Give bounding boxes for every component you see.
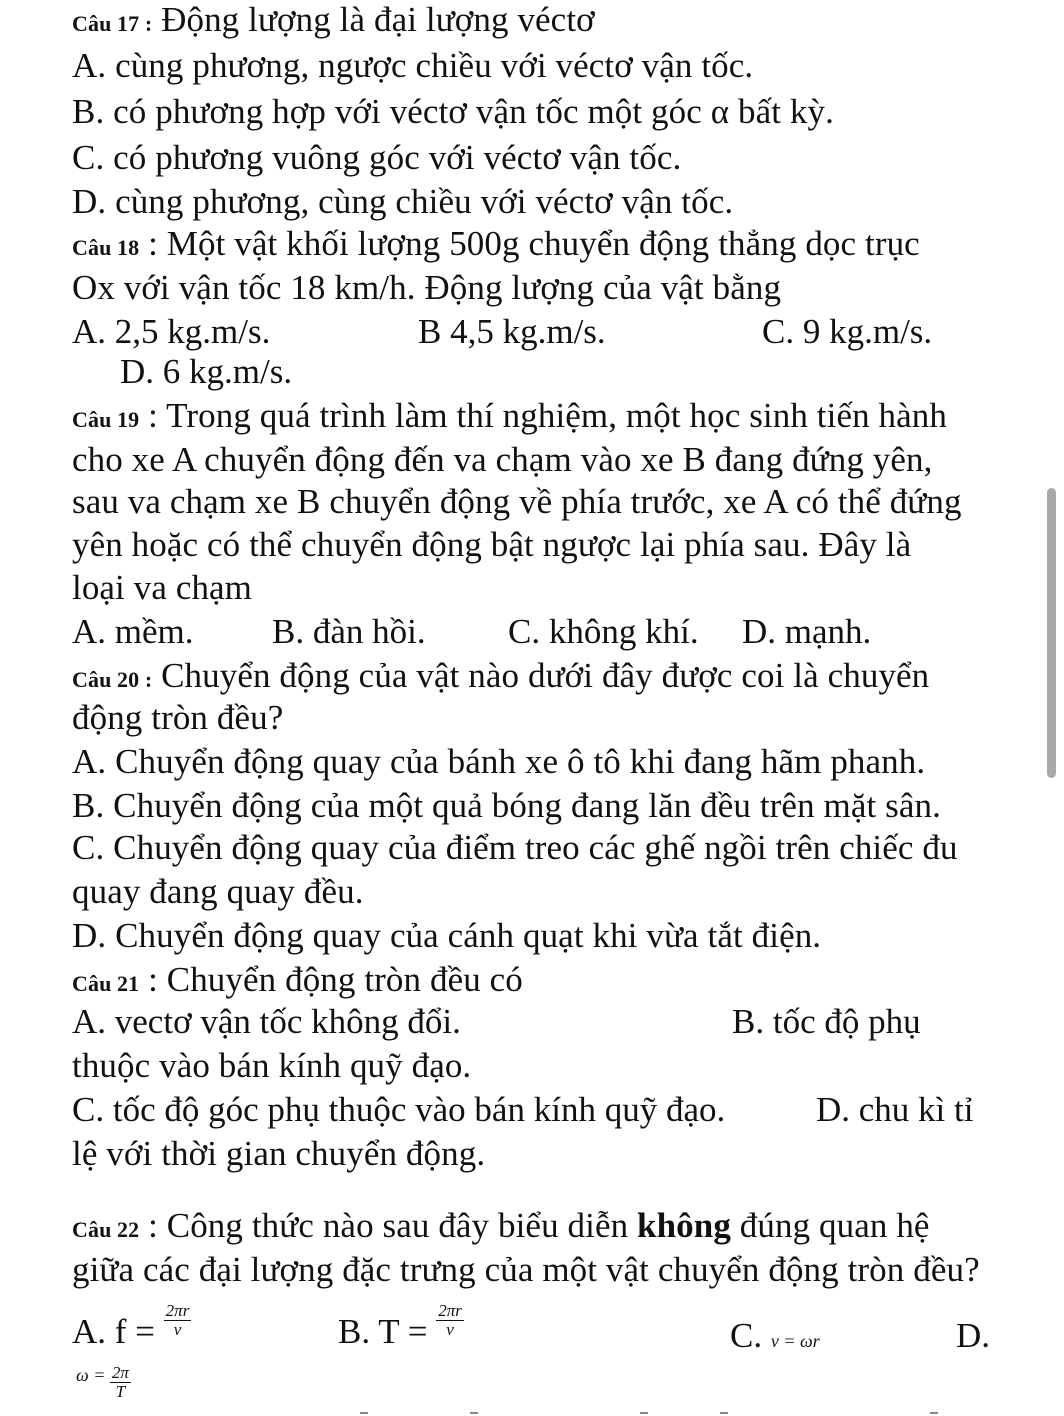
q22-option-a-label: A. f = bbox=[72, 1312, 155, 1351]
q20-option-c-line1: C. Chuyển động quay của điểm treo các ghế ngồi trên chiếc đu bbox=[72, 828, 958, 867]
q20-option-d: D. Chuyển động quay của cánh quạt khi vừa tắt điện. bbox=[72, 916, 822, 955]
q19-label: Câu 19 bbox=[72, 407, 140, 432]
q18-stem-line2: Ox với vận tốc 18 km/h. Động lượng của vật bằng bbox=[72, 268, 782, 307]
q22-option-a-numerator: 2πr bbox=[165, 1301, 190, 1321]
q17-stem bbox=[72, 0, 595, 44]
q21-option-a: A. vectơ vận tốc không đổi. bbox=[72, 1002, 461, 1041]
q19-stem-line5: loại va chạm bbox=[72, 568, 253, 607]
q19-option-b: B. đàn hồi. bbox=[272, 612, 426, 651]
q19-option-d: D. mạnh. bbox=[742, 612, 872, 651]
q21-option-b-line1: B. tốc độ phụ bbox=[732, 1002, 921, 1041]
q22-option-d-label: D. bbox=[956, 1316, 991, 1355]
q19-stem-line2: cho xe A chuyển động đến va chạm vào xe B đang đứng yên, bbox=[72, 440, 933, 479]
q22-option-c-formula: v = ωr bbox=[770, 1331, 820, 1351]
q18-stem-line1 bbox=[72, 224, 920, 268]
q21-option-b-line2: thuộc vào bán kính quỹ đạo. bbox=[72, 1046, 472, 1085]
q18-text: : Một vật khối lượng 500g chuyển động thẳng dọc trục bbox=[139, 224, 920, 263]
cut-off-next-line bbox=[0, 1410, 1064, 1416]
q21-label: Câu 21 bbox=[72, 971, 140, 996]
q19-stem-line3: sau va chạm xe B chuyển động về phía trước, xe A có thể đứng bbox=[72, 482, 962, 521]
q17-option-c: C. có phương vuông góc với véctơ vận tốc. bbox=[72, 138, 682, 177]
q22-option-b-denominator: v bbox=[446, 1320, 454, 1340]
q17-text: Động lượng là đại lượng véctơ bbox=[152, 0, 595, 39]
q17-option-a: A. cùng phương, ngược chiều với véctơ vận tốc. bbox=[72, 46, 754, 85]
q20-option-c-line2: quay đang quay đều. bbox=[72, 872, 364, 911]
q22-option-d-numerator: 2π bbox=[111, 1363, 129, 1382]
q19-option-c: C. không khí. bbox=[508, 612, 699, 651]
q22-option-d-denominator: T bbox=[115, 1382, 126, 1401]
q21-stem bbox=[72, 960, 523, 1004]
q22-option-d-lhs: ω = bbox=[76, 1364, 106, 1385]
q22-option-c-label: C. bbox=[730, 1316, 763, 1355]
q22-text-bold: không bbox=[637, 1206, 731, 1245]
q22-stem-line2: giữa các đại lượng đặc trưng của một vật chuyển động tròn đều? bbox=[72, 1250, 980, 1289]
q17-option-b: B. có phương hợp với véctơ vận tốc một góc α bất kỳ. bbox=[72, 92, 834, 131]
q22-option-a-denominator: v bbox=[173, 1320, 182, 1340]
q18-option-a: A. 2,5 kg.m/s. bbox=[72, 312, 271, 351]
q20-text: Chuyển động của vật nào dưới đây được coi là chuyển bbox=[152, 656, 930, 695]
q22-text-post: đúng quan hệ bbox=[730, 1206, 930, 1245]
q17-option-d: D. cùng phương, cùng chiều với véctơ vận tốc. bbox=[72, 182, 734, 221]
q18-label: Câu 18 bbox=[72, 235, 140, 260]
scrollbar-thumb[interactable] bbox=[1047, 488, 1056, 778]
q22-option-c bbox=[730, 1316, 820, 1361]
q19-stem-line4: yên hoặc có thể chuyển động bật ngược lại phía sau. Đây là bbox=[72, 525, 912, 564]
q18-option-b: B 4,5 kg.m/s. bbox=[418, 312, 606, 351]
q22-option-d-formula bbox=[76, 1364, 131, 1401]
q22-option-b-label: B. T = bbox=[338, 1312, 428, 1351]
q17-label: Câu 17 : bbox=[72, 11, 153, 36]
q22-option-a-fraction bbox=[164, 1302, 192, 1339]
q21-option-c: C. tốc độ góc phụ thuộc vào bán kính quỹ đạo. bbox=[72, 1090, 726, 1129]
q22-option-d-fraction bbox=[110, 1364, 131, 1401]
q19-option-a: A. mềm. bbox=[72, 612, 194, 651]
q22-text-pre: : Công thức nào sau đây biểu diễn bbox=[139, 1206, 638, 1245]
q21-option-d-line1: D. chu kì tỉ bbox=[816, 1090, 974, 1129]
q18-option-c: C. 9 kg.m/s. bbox=[762, 312, 933, 351]
q20-option-a: A. Chuyển động quay của bánh xe ô tô khi đang hãm phanh. bbox=[72, 742, 926, 781]
q22-option-b-fraction bbox=[436, 1302, 464, 1339]
q20-stem-line2: động tròn đều? bbox=[72, 698, 284, 737]
q22-option-b-numerator: 2πr bbox=[438, 1301, 462, 1321]
q22-label: Câu 22 bbox=[72, 1217, 140, 1242]
q19-stem-line1 bbox=[72, 396, 947, 440]
q20-label: Câu 20 : bbox=[72, 667, 153, 692]
q21-text: : Chuyển động tròn đều có bbox=[139, 960, 523, 999]
q19-text: : Trong quá trình làm thí nghiệm, một học sinh tiến hành bbox=[139, 396, 947, 435]
q18-option-d: D. 6 kg.m/s. bbox=[120, 352, 293, 391]
q22-stem-line1 bbox=[72, 1206, 930, 1250]
q21-option-d-line2: lệ với thời gian chuyển động. bbox=[72, 1134, 486, 1173]
q20-stem-line1 bbox=[72, 656, 929, 700]
q20-option-b: B. Chuyển động của một quả bóng đang lăn đều trên mặt sân. bbox=[72, 786, 941, 825]
